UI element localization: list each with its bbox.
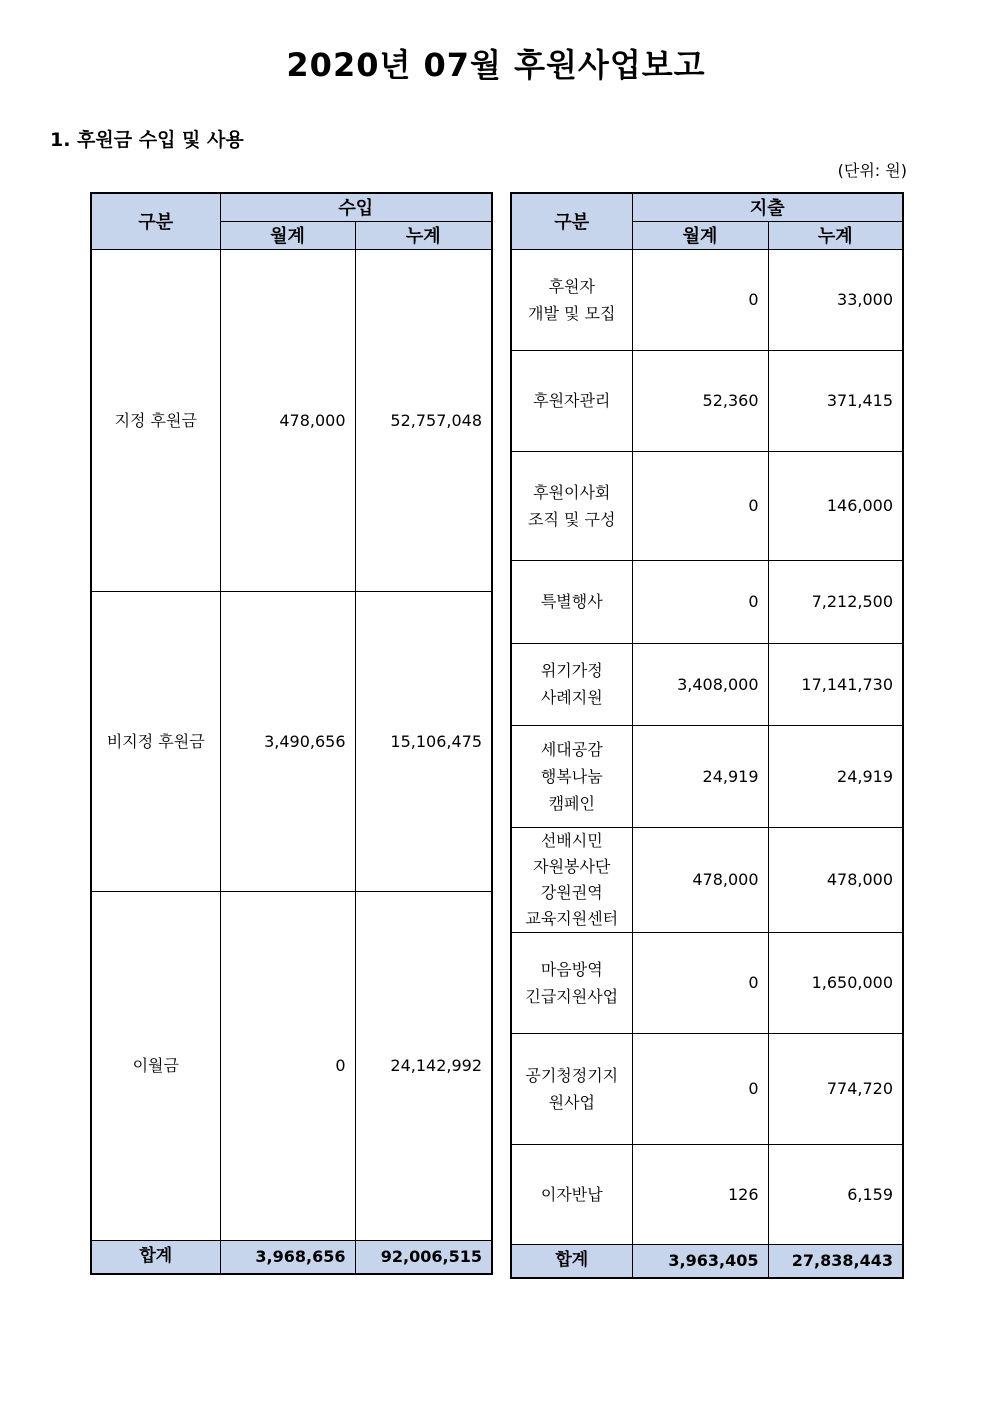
income-row-label: 비지정 후원금 (91, 591, 220, 891)
expense-table (510, 192, 904, 1279)
expense-row-monthly: 0 (632, 932, 768, 1033)
table-row (511, 451, 903, 560)
income-row-label: 지정 후원금 (91, 249, 220, 591)
expense-row-monthly: 0 (632, 249, 768, 350)
expense-row-label: 후원자관리 (511, 350, 632, 451)
expense-row-cumulative: 478,000 (768, 827, 903, 932)
expense-row-label: 마음방역 긴급지원사업 (511, 932, 632, 1033)
income-table (90, 192, 493, 1275)
income-total-cumulative: 92,006,515 (355, 1240, 492, 1274)
expense-row-cumulative: 371,415 (768, 350, 903, 451)
income-total-monthly: 3,968,656 (220, 1240, 355, 1274)
expense-header-group: 지출 (632, 193, 903, 221)
expense-row-cumulative: 6,159 (768, 1144, 903, 1244)
expense-row-label: 위기가정 사례지원 (511, 643, 632, 725)
expense-row-cumulative: 774,720 (768, 1033, 903, 1144)
expense-row-cumulative: 146,000 (768, 451, 903, 560)
expense-row-monthly: 24,919 (632, 725, 768, 827)
income-header-monthly: 월계 (220, 221, 355, 249)
expense-row-monthly: 3,408,000 (632, 643, 768, 725)
expense-row-label: 선배시민 자원봉사단 강원권역 교육지원센터 (511, 827, 632, 932)
table-row (511, 932, 903, 1033)
table-row (511, 725, 903, 827)
table-row (91, 249, 492, 591)
expense-row-label: 후원이사회 조직 및 구성 (511, 451, 632, 560)
expense-header-category: 구분 (511, 193, 632, 249)
expense-row-cumulative: 1,650,000 (768, 932, 903, 1033)
expense-header-monthly: 월계 (632, 221, 768, 249)
income-row-label: 이월금 (91, 891, 220, 1240)
income-total-row (91, 1240, 492, 1274)
expense-header-cumulative: 누계 (768, 221, 903, 249)
expense-row-label: 공기청정기지 원사업 (511, 1033, 632, 1144)
income-row-cumulative: 24,142,992 (355, 891, 492, 1240)
expense-row-monthly: 126 (632, 1144, 768, 1244)
income-row-cumulative: 52,757,048 (355, 249, 492, 591)
income-row-monthly: 3,490,656 (220, 591, 355, 891)
table-row (91, 891, 492, 1240)
expense-row-cumulative: 33,000 (768, 249, 903, 350)
expense-row-label: 특별행사 (511, 560, 632, 643)
expense-row-monthly: 52,360 (632, 350, 768, 451)
table-row (511, 1033, 903, 1144)
income-row-cumulative: 15,106,475 (355, 591, 492, 891)
expense-row-cumulative: 7,212,500 (768, 560, 903, 643)
income-total-label: 합계 (91, 1240, 220, 1274)
expense-total-cumulative: 27,838,443 (768, 1244, 903, 1278)
expense-row-cumulative: 17,141,730 (768, 643, 903, 725)
table-row (511, 560, 903, 643)
unit-label: (단위: 원) (837, 161, 907, 180)
expense-total-label: 합계 (511, 1244, 632, 1278)
section-title: 1. 후원금 수입 및 사용 (50, 129, 244, 151)
income-header-category: 구분 (91, 193, 220, 249)
income-header-group: 수입 (220, 193, 492, 221)
expense-row-label: 세대공감 행복나눔 캠페인 (511, 725, 632, 827)
table-row (511, 643, 903, 725)
expense-total-monthly: 3,963,405 (632, 1244, 768, 1278)
table-row (511, 1144, 903, 1244)
expense-row-monthly: 0 (632, 451, 768, 560)
income-header-cumulative: 누계 (355, 221, 492, 249)
income-row-monthly: 478,000 (220, 249, 355, 591)
expense-row-label: 이자반납 (511, 1144, 632, 1244)
income-row-monthly: 0 (220, 891, 355, 1240)
page-title: 2020년 07월 후원사업보고 (286, 46, 706, 84)
table-row (511, 827, 903, 932)
expense-row-label: 후원자 개발 및 모집 (511, 249, 632, 350)
table-row (511, 249, 903, 350)
table-row (511, 350, 903, 451)
expense-row-monthly: 478,000 (632, 827, 768, 932)
expense-row-cumulative: 24,919 (768, 725, 903, 827)
expense-row-monthly: 0 (632, 1033, 768, 1144)
expense-row-monthly: 0 (632, 560, 768, 643)
table-row (91, 591, 492, 891)
expense-total-row (511, 1244, 903, 1278)
